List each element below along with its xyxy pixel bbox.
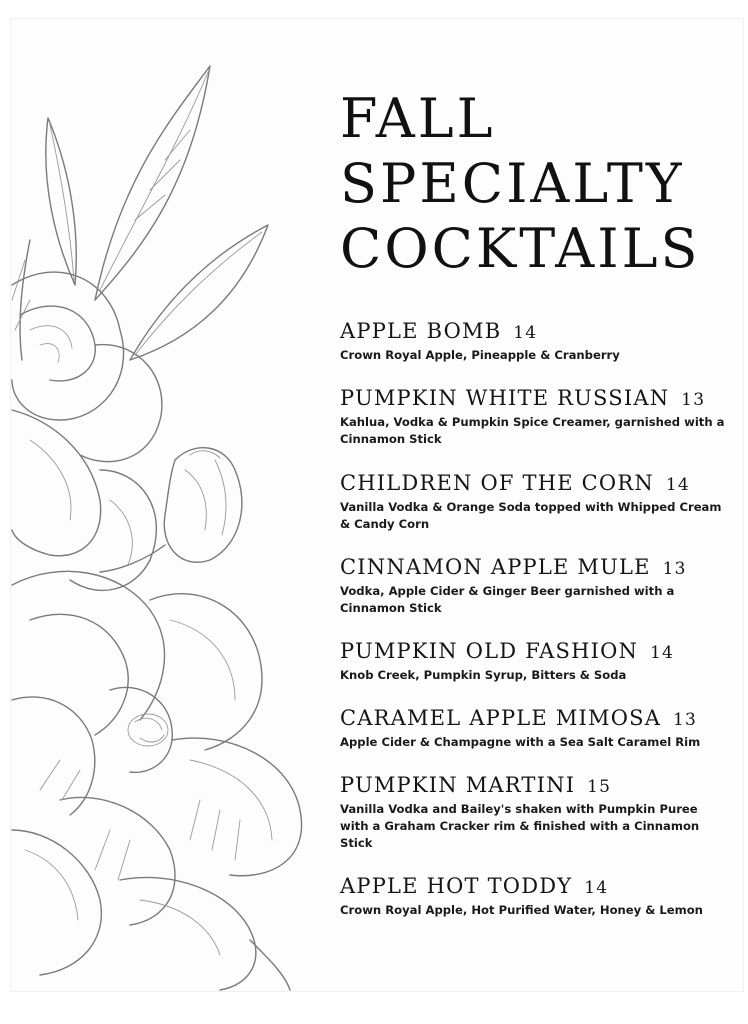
item-name: APPLE HOT TODDY: [340, 874, 573, 898]
item-price: 14: [665, 475, 690, 495]
item-description: Vanilla Vodka and Bailey's shaken with Pumpkin Puree with a Graham Cracker rim & finished with a Cinnamon Stick: [340, 802, 700, 850]
item-price: 13: [681, 390, 706, 410]
menu-item: [340, 554, 725, 638]
item-description: Crown Royal Apple, Hot Purified Water, Honey & Lemon: [340, 903, 703, 917]
item-description: Crown Royal Apple, Pineapple & Cranberry: [340, 348, 620, 362]
item-name: CHILDREN OF THE CORN: [340, 471, 654, 495]
item-price: 14: [513, 323, 538, 343]
title-line: SPECIALTY: [340, 152, 685, 215]
title-line: COCKTAILS: [340, 217, 701, 280]
item-name: CARAMEL APPLE MIMOSA: [340, 706, 662, 730]
item-price: 13: [662, 559, 687, 579]
menu-item: [340, 772, 725, 873]
item-price: 14: [584, 878, 609, 898]
item-description: Kahlua, Vodka & Pumpkin Spice Creamer, garnished with a Cinnamon Stick: [340, 415, 725, 446]
menu-item: [340, 638, 725, 705]
item-price: 14: [650, 643, 675, 663]
cocktail-list: [340, 318, 725, 923]
item-description: Knob Creek, Pumpkin Syrup, Bitters & Soda: [340, 668, 627, 682]
item-description: Vodka, Apple Cider & Ginger Beer garnished with a Cinnamon Stick: [340, 584, 675, 615]
item-name: PUMPKIN WHITE RUSSIAN: [340, 386, 670, 410]
item-price: 13: [673, 710, 698, 730]
item-description: Vanilla Vodka & Orange Soda topped with Whipped Cream & Candy Corn: [340, 500, 722, 531]
menu-item: [340, 385, 725, 470]
menu-item: [340, 318, 725, 385]
menu-item: [340, 705, 725, 772]
item-description: Apple Cider & Champagne with a Sea Salt Caramel Rim: [340, 735, 701, 749]
item-name: PUMPKIN OLD FASHION: [340, 639, 639, 663]
page-title: [340, 86, 701, 281]
item-name: APPLE BOMB: [340, 319, 502, 343]
item-name: PUMPKIN MARTINI: [340, 773, 576, 797]
title-line: FALL: [340, 87, 496, 150]
menu-item: [340, 873, 725, 923]
menu-item: [340, 470, 725, 554]
item-price: 15: [587, 777, 612, 797]
item-name: CINNAMON APPLE MULE: [340, 555, 651, 579]
